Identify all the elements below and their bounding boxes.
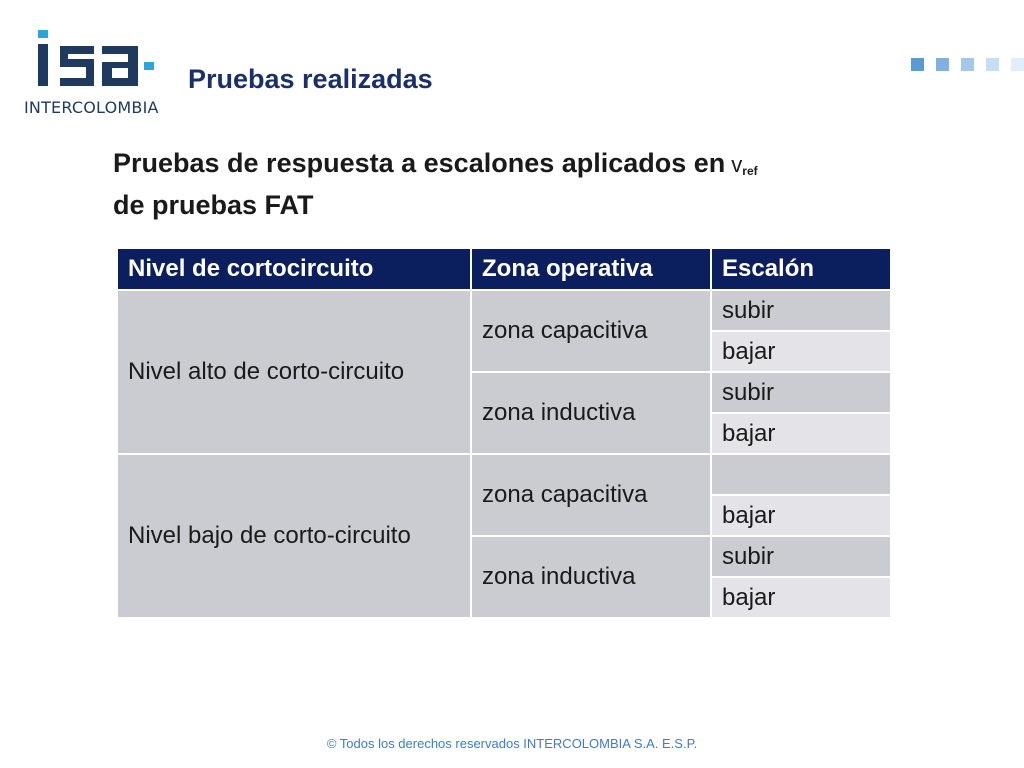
- step-cell: bajar: [711, 331, 891, 372]
- level-cell: Nivel alto de corto-circuito: [117, 290, 471, 454]
- step-cell: bajar: [711, 413, 891, 454]
- subtitle: [113, 146, 833, 222]
- table-row: [117, 454, 891, 495]
- subtitle-text: Pruebas de respuesta a escalones aplicados en: [113, 148, 726, 178]
- variable-subscript: ref: [742, 164, 758, 178]
- step-cell: subir: [711, 290, 891, 331]
- test-table: [116, 247, 892, 619]
- slide-title: Pruebas realizadas: [188, 64, 433, 94]
- deco-square: [1011, 58, 1024, 71]
- deco-square: [961, 58, 974, 71]
- subtitle-line2: de pruebas FAT: [113, 190, 314, 220]
- step-cell: [711, 454, 891, 495]
- zone-cell: zona capacitiva: [471, 290, 711, 372]
- table-row: [117, 290, 891, 331]
- table-header-row: [117, 248, 891, 290]
- decorative-squares: [911, 58, 1024, 71]
- header-level: Nivel de cortocircuito: [117, 248, 471, 290]
- zone-cell: zona capacitiva: [471, 454, 711, 536]
- level-cell: Nivel bajo de corto-circuito: [117, 454, 471, 618]
- zone-cell: zona inductiva: [471, 372, 711, 454]
- zone-cell: zona inductiva: [471, 536, 711, 618]
- header-step: Escalón: [711, 248, 891, 290]
- logo-text: INTERCOLOMBIA: [24, 98, 159, 117]
- deco-square: [986, 58, 999, 71]
- footer-copyright: © Todos los derechos reservados INTERCOLOMBIA S.A. E.S.P.: [326, 736, 698, 751]
- deco-square: [911, 58, 924, 71]
- isa-logo: [24, 28, 184, 120]
- step-cell: bajar: [711, 495, 891, 536]
- isa-logo-mark: [24, 28, 164, 92]
- step-cell: subir: [711, 536, 891, 577]
- variable-letter: v: [731, 152, 743, 177]
- header-zone: Zona operativa: [471, 248, 711, 290]
- step-cell: bajar: [711, 577, 891, 618]
- step-cell: subir: [711, 372, 891, 413]
- variable-symbol: [731, 152, 757, 177]
- deco-square: [936, 58, 949, 71]
